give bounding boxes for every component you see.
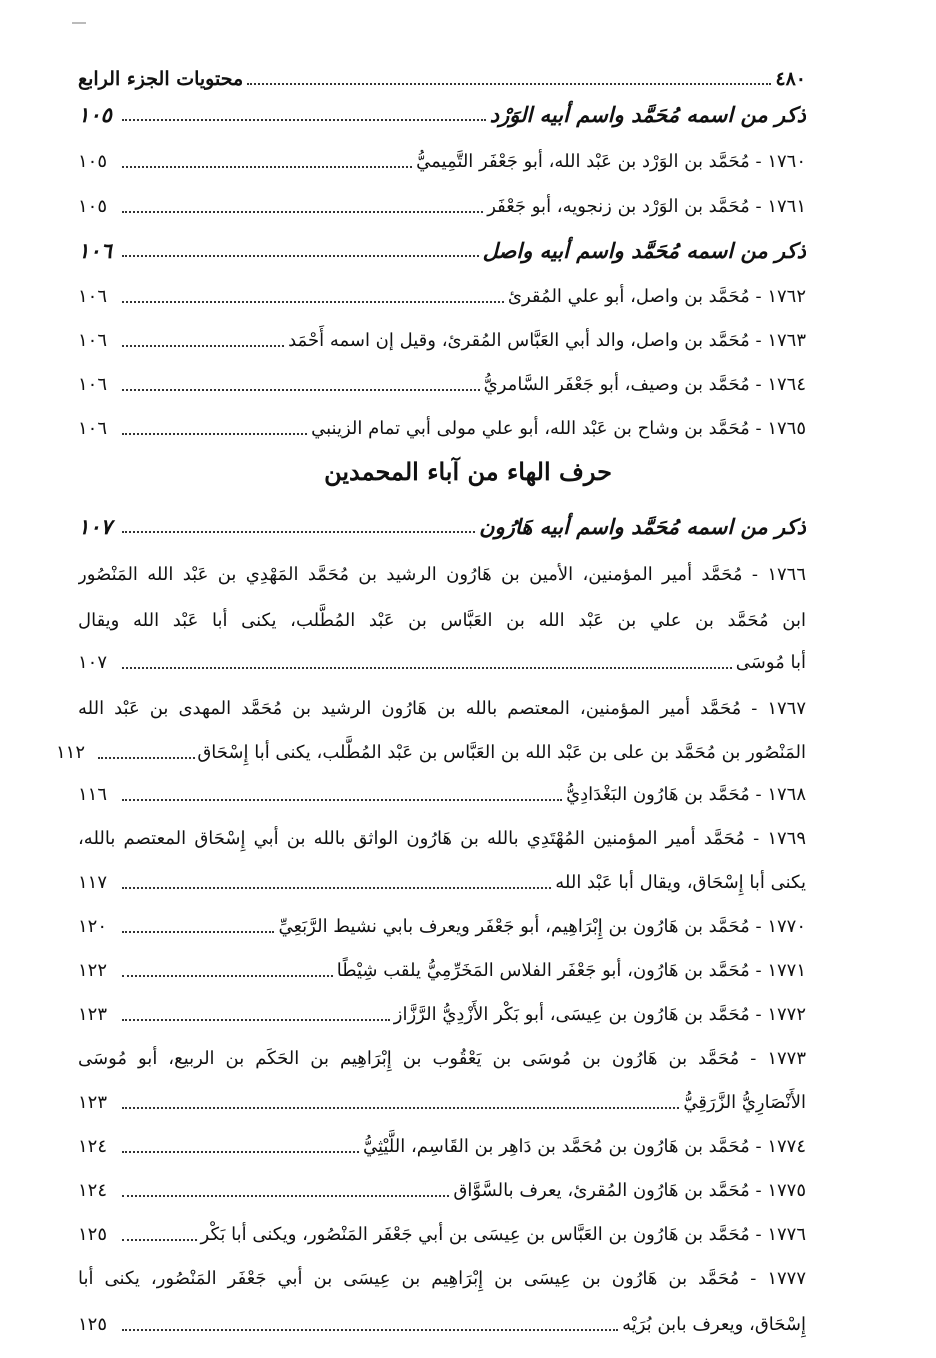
toc-entry — [78, 270, 806, 314]
entry-text: ١٧٧٦ - مُحَمَّد بن هَارُون بن العَبَّاس بن عِيسَى بن أبي جَعْفَر المَنْصُور، ويكنى أبا بَكْر — [200, 1224, 806, 1245]
page-ref: ١٢٢ — [78, 960, 108, 981]
entry-text: ١٧٦١ - مُحَمَّد بن الوَرْد بن زنجويه، أبو جَعْفَر — [487, 196, 806, 217]
page-ref: ١١٦ — [78, 784, 108, 805]
entry-text: ١٧٦٨ - مُحَمَّد بن هَارُون البَغْدَادِيُّ — [566, 784, 806, 805]
page-ref: ١٠٦ — [78, 418, 108, 439]
entry-text: ١٧٧٣ - مُحَمَّد بن هَارُون بن مُوسَى بن يَعْقُوب بن إِبْرَاهِيم بن الحَكَم بن الربيع، أبو مُوسَى — [78, 1048, 806, 1069]
scan-mark — [72, 22, 86, 24]
page-ref: ١٠٦ — [78, 286, 108, 307]
toc-entry — [78, 768, 806, 812]
toc-entry — [78, 1120, 806, 1164]
toc-entry-continuation — [78, 594, 806, 638]
leader-dots — [122, 1329, 618, 1331]
section-title: حرف الهاء من آباء المحمدين — [324, 457, 612, 486]
page-ref: ١٠٧ — [78, 652, 108, 673]
page-ref: ١٢٥ — [78, 1224, 108, 1245]
toc-entry-continuation — [78, 856, 806, 900]
heading-text: ذكر من اسمه مُحَمَّد واسم أبيه الوَرْد — [489, 102, 806, 127]
leader-dots — [122, 389, 480, 391]
toc-entry-continuation — [56, 726, 806, 770]
toc-entry — [78, 402, 806, 446]
entry-text: ١٧٦٢ - مُحَمَّد بن واصل، أبو علي المُقرئ — [507, 286, 806, 307]
page-ref: ١٢٣ — [78, 1004, 108, 1025]
leader-dots — [122, 345, 284, 347]
leader-dots — [247, 83, 771, 85]
leader-dots — [122, 667, 732, 669]
leader-dots — [122, 1107, 679, 1109]
leader-dots — [98, 757, 195, 759]
toc-entry — [78, 358, 806, 402]
page-ref: ١٠٦ — [78, 330, 108, 351]
page-ref: ١٠٦ — [78, 374, 108, 395]
entry-text: ١٧٦٣ - مُحَمَّد بن واصل، والد أبي العَبَّاس المُقرئ، وقيل إن اسمه أَحْمَد — [288, 330, 806, 351]
leader-dots — [122, 433, 307, 435]
page-ref: ١٠٧ — [78, 514, 112, 539]
page-ref: ١٠٥ — [78, 102, 112, 127]
toc-entry — [78, 135, 806, 179]
leader-dots — [122, 301, 504, 303]
page-ref: ١٢٤ — [78, 1180, 108, 1201]
leader-dots — [122, 119, 486, 121]
toc-entry — [78, 944, 806, 988]
entry-text: ١٧٧٧ - مُحَمَّد بن هَارُون بن عِيسَى بن إِبْرَاهِيم بن عِيسَى بن أبي جَعْفَر المَنْصُور، يكنى أبا — [78, 1268, 806, 1289]
toc-entry-continuation — [78, 1298, 806, 1342]
entry-text: إِسْحَاق، ويعرف بابن بُرَيْه — [622, 1314, 806, 1335]
leader-dots — [122, 531, 475, 533]
leader-dots — [122, 887, 551, 889]
entry-text: ١٧٦٦ - مُحَمَّد أمير المؤمنين، الأمين بن هَارُون الرشيد بن مُحَمَّد المَهْدِي بن عَبْد الله المَنْصُور — [78, 564, 806, 585]
page-ref: ١٠٥ — [78, 151, 108, 172]
leader-dots — [122, 799, 562, 801]
leader-dots — [122, 166, 412, 168]
toc-entry — [78, 682, 806, 726]
page-ref: ١١٧ — [78, 872, 108, 893]
toc-entry — [78, 180, 806, 224]
entry-text: ١٧٦٠ - مُحَمَّد بن الوَرْد بن عَبْد الله، أبو جَعْفَر التَّمِيميُّ — [416, 151, 806, 172]
toc-entry — [78, 548, 806, 592]
leader-dots — [122, 931, 274, 933]
entry-text: ١٧٧٤ - مُحَمَّد بن هَارُون بن مُحَمَّد بن دَاهِر بن القَاسِم، اللَّيْثِيُّ — [362, 1136, 806, 1157]
toc-entry — [78, 1208, 806, 1252]
heading-text: ذكر من اسمه مُحَمَّد واسم أبيه هَارُون — [479, 514, 806, 539]
entry-text: أبا مُوسَى — [735, 652, 806, 673]
heading-text: ذكر من اسمه مُحَمَّد واسم أبيه واصل — [482, 238, 806, 263]
toc-entry — [78, 988, 806, 1032]
entry-text: ١٧٦٧ - مُحَمَّد أمير المؤمنين، المعتصم بالله بن هَارُون الرشيد بن مُحَمَّد المهدى بن عَبْد الله — [78, 698, 806, 719]
leader-dots — [122, 1195, 449, 1197]
leader-dots — [122, 1019, 390, 1021]
page-number: ٤٨٠ — [775, 68, 806, 90]
leader-dots — [122, 1239, 197, 1241]
entry-text: يكنى أبا إِسْحَاق، ويقال أبا عَبْد الله — [555, 872, 806, 893]
heading-wasil — [78, 224, 806, 268]
leader-dots — [122, 1151, 359, 1153]
entry-text: ١٧٦٩ - مُحَمَّد أمير المؤمنين المُهْتَدِي بالله بن هَارُون الواثق بالله بن أبي إِسْحَاق المعتصم بالله، — [78, 828, 806, 849]
page-ref: ١١٢ — [56, 742, 86, 763]
toc-entry — [78, 900, 806, 944]
toc-entry — [78, 1032, 806, 1076]
header-title: محتويات الجزء الرابع — [78, 68, 244, 90]
entry-text: ١٧٧٠ - مُحَمَّد بن هَارُون بن إِبْرَاهِيم، أبو جَعْفَر ويعرف بابي نشيط الرَّبَعِيِّ — [278, 916, 806, 937]
toc-entry-continuation — [78, 636, 806, 680]
entry-text: ١٧٦٤ - مُحَمَّد بن وصيف، أبو جَعْفَر السَّامريُّ — [483, 374, 806, 395]
entry-text: ١٧٦٥ - مُحَمَّد بن وشاح بن عَبْد الله، أبو علي مولى أبي تمام الزينبي — [311, 418, 806, 439]
toc-entry — [78, 1252, 806, 1296]
page-ref: ١٢٥ — [78, 1314, 108, 1335]
entry-text: المَنْصُور بن مُحَمَّد بن على بن عَبْد الله بن العَبَّاس بن عَبْد المُطَّلب، يكنى أبا إِسْحَاق — [197, 742, 806, 763]
entry-text: ١٧٧٥ - مُحَمَّد بن هَارُون المُقرئ، يعرف بالسَّوَّاق — [453, 1180, 806, 1201]
page-ref: ١٢٤ — [78, 1136, 108, 1157]
toc-entry — [78, 1164, 806, 1208]
page-ref: ١٠٦ — [78, 238, 112, 263]
entry-text: ١٧٧١ - مُحَمَّد بن هَارُون، أبو جَعْفَر الفلاس المَخَرِّمِيُّ يلقب شِيْطًا — [336, 960, 806, 981]
leader-dots — [122, 975, 333, 977]
toc-entry-continuation — [78, 1076, 806, 1120]
page-ref: ١٠٥ — [78, 196, 108, 217]
heading-warad — [78, 88, 806, 132]
entry-text: ابن مُحَمَّد بن علي بن عَبْد الله بن العَبَّاس بن عَبْد المُطَّلب، يكنى أبا عَبْد الله ويقال — [78, 610, 806, 631]
leader-dots — [122, 211, 483, 213]
toc-entry — [78, 812, 806, 856]
entry-text: الأَنْصَارِيُّ الزَّرَقِيُّ — [683, 1092, 806, 1113]
entry-text: ١٧٧٢ - مُحَمَّد بن هَارُون بن عِيسَى، أبو بَكْر الأَزْدِيُّ الرَّزَّاز — [393, 1004, 806, 1025]
leader-dots — [122, 255, 479, 257]
toc-entry — [78, 314, 806, 358]
page-ref: ١٢٣ — [78, 1092, 108, 1113]
heading-harun — [78, 500, 806, 544]
page-ref: ١٢٠ — [78, 916, 108, 937]
